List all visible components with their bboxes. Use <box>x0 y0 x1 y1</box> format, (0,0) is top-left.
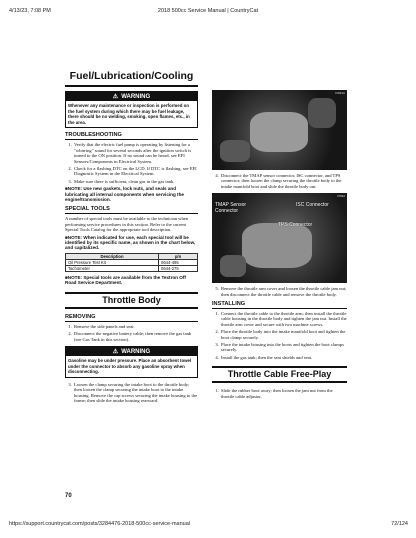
list-item: 5. Remove the throttle arm cover and loosen the throttle cable jam nut; then disconnect the throttle cable and remove the throttle body. <box>220 286 347 297</box>
table-row: Tachometer 0644-275 <box>66 265 198 271</box>
page-url: https://support.countrycat.com/posts/3284476-2018-500cc-service-manual <box>9 521 190 527</box>
warning-triangle-icon: ⚠ <box>112 94 119 100</box>
throttle-body-title: Throttle Body <box>65 292 198 309</box>
right-column <box>212 90 347 401</box>
warning-triangle-icon: ⚠ <box>112 348 119 355</box>
list-item: 2. Place the throttle body into the intake manifold boot and tighten the boot clamp securely. <box>220 329 347 340</box>
installing-heading: INSTALLING <box>212 301 347 309</box>
warning-header: ⚠ WARNING <box>66 92 197 101</box>
list-item: 1. Remove the side panels and seat. <box>73 324 198 329</box>
list-item: 1. Slide the rubber boot away; then loosen the jam nut from the throttle cable adjuster. <box>220 388 347 399</box>
label-isc-connector: ISC Connector <box>296 202 329 209</box>
list-item: 1. Connect the throttle cable to the throttle arm; then install the throttle cable housing in the throttle body and tighten the jam nut. Install the throttle arm cover and secure with two machine screws. <box>220 311 347 327</box>
special-tools-table <box>65 253 198 272</box>
steps-remove-cable <box>212 286 347 297</box>
special-tools-text: A number of special tools must be available to the technician when performing service procedures in this section. Refer to the current Special Tools Catalog for the appropriate tool description. <box>65 216 189 233</box>
throttle-body-shape <box>242 223 312 268</box>
bracket-shape <box>308 98 336 128</box>
note-textron: ■NOTE: Special tools are available from the Textron Off Road Service Department. <box>65 274 186 286</box>
steps-disconnect <box>212 173 347 189</box>
troubleshooting-list <box>65 142 198 184</box>
list-item: 3. Place the intake housing into the boots and tighten the boot clamps securely. <box>220 342 347 353</box>
throttle-cable-free-play-title: Throttle Cable Free-Play <box>212 366 347 383</box>
warning-box-fuel <box>65 91 198 128</box>
list-item: 4. Install the gas tank; then the seat shields and seat. <box>220 355 347 360</box>
table-header-pn: p/n <box>159 253 198 259</box>
label-tmap-connector: TMAP Sensor Connector <box>215 202 247 214</box>
free-play-list <box>212 388 347 399</box>
hose-shape <box>220 140 250 162</box>
warning-text: Gasoline may be under pressure. Place an absorbent towel under the connector to absorb any gasoline spray when disconnecting. <box>68 357 192 375</box>
list-item: 1. Verify that the electric fuel pump is operating by listening for a "whirring" sound for several seconds after the ignition switch is turned to the ON position. If no sound can be heard, see EFI Sensors/Components in Electrical System. <box>73 142 198 164</box>
list-item: 3. Loosen the clamp securing the intake boot to the throttle body; then loosen the clamp securing the intake boot to the intake housing. Remove the cap screws securing the intake housing to the frame; then slide the intake housing rearward. <box>73 382 198 404</box>
warning-text: Whenever any maintenance or inspection is performed on the fuel system during which there may be fuel leakage, there should be no welding, smoking, open flames, etc., in the area. <box>68 103 190 125</box>
removing-list-continued <box>65 382 198 404</box>
throttle-body-shape <box>250 112 308 152</box>
removing-heading: REMOVING <box>65 314 198 322</box>
troubleshooting-heading: TROUBLESHOOTING <box>65 132 198 140</box>
list-item: 2. Check for a flashing DTC on the LCD. If DTC is flashing, see EFI Diagnostic System in the Electrical System. <box>73 166 198 177</box>
manual-page <box>65 52 347 510</box>
connector-shape <box>220 255 246 277</box>
browser-page-title: 2018 500cc Service Manual | CountryCat <box>157 8 259 14</box>
table-row: Oil Pressure Test Kit 0644-495 <box>66 259 198 265</box>
label-tps-connector: TPS Connector <box>278 222 313 229</box>
photo-code: FI692 <box>337 194 345 199</box>
print-pagination: 72/124 <box>391 521 408 527</box>
note-gaskets: ■NOTE: Use new gaskets, lock nuts, and seals and lubricating all internal components when servicing the engine/transmission. <box>65 186 184 203</box>
list-item: 2. Disconnect the negative battery cable; then remove the gas tank (see Gas Tank in this section). <box>73 331 198 342</box>
left-column <box>65 68 198 405</box>
note-tool-names: ■NOTE: When indicated for use, each special tool will be identified by its specific name, as shown in the chart below, and capitalized. <box>65 234 196 251</box>
engine-photo-throttle-body <box>212 90 347 170</box>
list-item: 3. Make sure there is sufficient, clean gas in the gas tank. <box>73 179 198 184</box>
special-tools-heading: SPECIAL TOOLS <box>65 206 198 214</box>
page-number: 70 <box>65 493 72 499</box>
table-header-description: Description <box>66 253 159 259</box>
engine-photo-connectors <box>212 193 347 283</box>
warning-header: ⚠ WARNING <box>66 347 197 356</box>
section-title: Fuel/Lubrication/Cooling <box>65 68 198 87</box>
removing-list <box>65 324 198 342</box>
warning-box-gasoline <box>65 346 198 378</box>
list-item: 4. Disconnect the TMAP sensor connector, ISC connector, and TPS connector; then loosen the clamp securing the throttle body to the intake manifold boot and slide the throttle body out. <box>220 173 347 189</box>
installing-list <box>212 311 347 360</box>
photo-code: FI691A <box>335 91 345 95</box>
print-timestamp: 4/13/23, 7:08 PM <box>9 8 51 14</box>
